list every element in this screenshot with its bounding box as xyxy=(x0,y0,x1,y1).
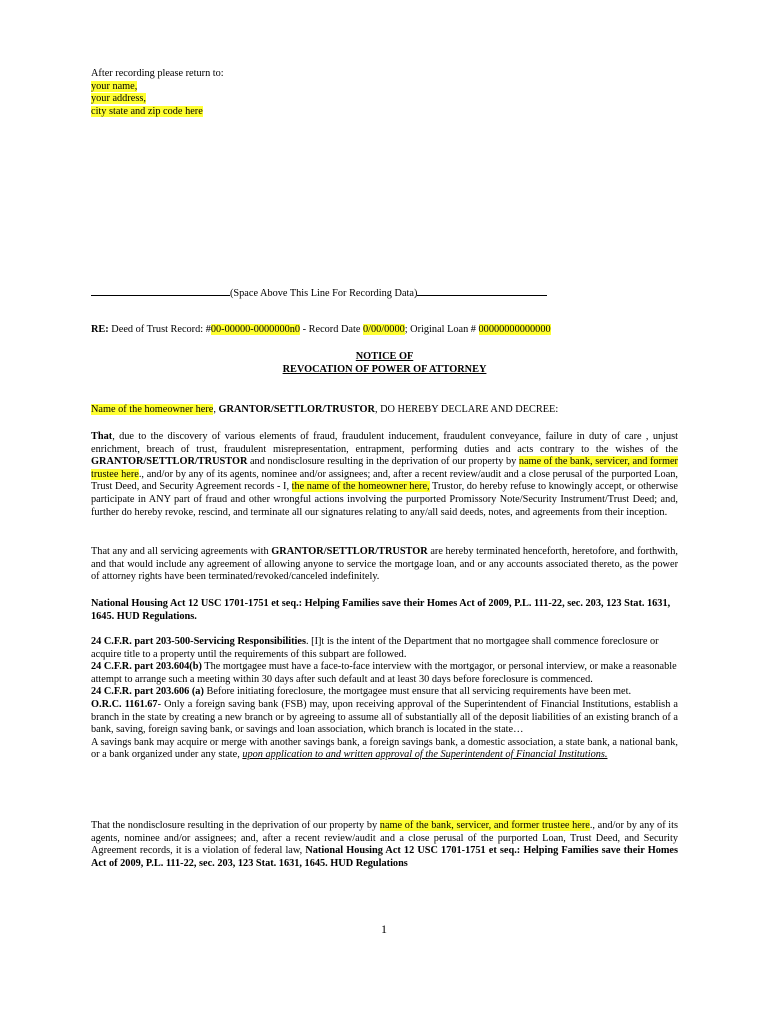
cfr1-head: 24 C.F.R. part 203-500-Servicing Responsibilities xyxy=(91,636,306,647)
return-address: your address, xyxy=(91,93,146,105)
p2-party: GRANTOR/SETTLOR/TRUSTOR xyxy=(271,546,428,557)
p2-text-2: are hereby terminated henceforth, heretofore, and forthwith, and that would include any agreement of allowing anyone to service the mortgage loan, and or any accounts associated thereto, as the power of attorney rights have been terminated/revoked/canceled indefinitely. xyxy=(91,546,678,583)
paragraph-housing-act: National Housing Act 12 USC 1701-1751 et seq.: Helping Families save their Homes Act of 2009, P.L. 111-22, sec. 203, 123 Stat. 1631, 1645. HUD Regulations. xyxy=(91,598,671,622)
p1-that: That xyxy=(91,431,113,442)
cfr2-text: The mortgagee must have a face-to-face interview with the mortgagor, or personal interview, or make a reasonable attempt to arrange such a meeting within 30 days after such default and at least 30 days before foreclosure is commenced. xyxy=(91,661,677,685)
p1-party: GRANTOR/SETTLOR/TRUSTOR xyxy=(91,456,248,468)
re-label: RE: xyxy=(91,324,109,335)
loan-number: 00000000000000 xyxy=(478,324,551,335)
return-city: city state and zip code here xyxy=(91,105,203,117)
merge-text: A savings bank may acquire or merge with another savings bank, a foreign savings bank, a domestic association, a state bank, a national bank, or a bank organized under any state, xyxy=(91,736,678,761)
p1-text-3: ., and/or by any of its agents, nominee and/or assignees; and, after a recent review/audit and a close perusal of the purported Loan, Trust Deed, and Security Agreement records - I, xyxy=(91,468,678,493)
title-line-2: REVOCATION OF POWER OF ATTORNEY xyxy=(282,363,487,375)
p1-text-4: Trustor, do hereby refuse to knowingly accept, or otherwise participate in ANY part of fraud and other wrongful actions involving the purported Promissory Note/Security Instrument/Trust Deed; and, further do hereby revoke, rescind, and terminate all our signatures relating to any/all said deeds, notes, and agreements from their inception. xyxy=(91,481,679,518)
paragraph-regulations xyxy=(91,636,678,762)
cfr3-head: 24 C.F.R. part 203.606 (a) xyxy=(91,686,204,698)
return-address-block xyxy=(91,68,678,118)
cfr3-text: Before initiating foreclosure, the mortgagee must ensure that all servicing requirements have been met. xyxy=(203,686,632,698)
recording-label: (Space Above This Line For Recording Data) xyxy=(230,288,418,299)
recording-divider xyxy=(91,286,678,301)
paragraph-violation xyxy=(91,820,678,870)
paragraph-that xyxy=(91,431,678,519)
return-name: your name, xyxy=(91,80,138,92)
orc-head: O.R.C. 1161.67 xyxy=(91,698,158,710)
date-text: - Record Date xyxy=(300,324,363,335)
p1-text-2: and nondisclosure resulting in the deprivation of our property by xyxy=(247,456,519,468)
p1-homeowner: the name of the homeowner here, xyxy=(291,481,430,493)
p5-bold: National Housing Act 12 USC 1701-1751 et seq.: Helping Families save their Homes Act of 2009, P.L. 111-22, sec. 203, 123 Stat. 1631, 1645. HUD Regulations xyxy=(91,845,679,869)
p1-text-1: , due to the discovery of various elements of fraud, fraudulent inducement, fraudulent conveyance, failure in duty of care , unjust enrichment, breach of trust, fraudulent misrepresentation, entrapment, performing duties and acts contrary to the wishes of the xyxy=(91,431,678,455)
p1-bank: name of the bank, servicer, and former trustee here xyxy=(91,456,678,480)
cfr2-head: 24 C.F.R. part 203.604(b) xyxy=(91,661,202,673)
p2-text-1: That any and all servicing agreements with xyxy=(91,546,272,557)
recording-rule-right xyxy=(417,286,547,296)
p5-text-2: ., and/or by any of its agents, nominee and/or assignees; and, after a recent review/audit and a close perusal of the purported Loan, Trust Deed, and Security Agreement records, it is a violation of federal law, xyxy=(91,820,678,857)
recording-rule-left xyxy=(91,286,230,296)
declare-party: GRANTOR/SETTLOR/TRUSTOR xyxy=(215,404,375,415)
loan-text: ; Original Loan # xyxy=(404,324,479,335)
deed-number: 00-00000-0000000n0 xyxy=(210,324,301,335)
document-title xyxy=(91,351,678,376)
declare-homeowner: Name of the homeowner here xyxy=(91,404,214,415)
declare-rest: , DO HEREBY DECLARE AND DECREE: xyxy=(374,404,559,415)
page-number: 1 xyxy=(381,922,387,936)
re-line xyxy=(91,324,678,337)
return-label: After recording please return to: xyxy=(91,68,224,79)
declare-comma: , xyxy=(213,404,216,415)
paragraph-servicing xyxy=(91,546,678,584)
title-line-1: NOTICE OF xyxy=(355,351,414,362)
p5-bank: name of the bank, servicer, and former trustee here xyxy=(379,820,590,831)
merge-emphasis: upon application to and written approval of the Superintendent of Financial Institutions. xyxy=(242,749,608,761)
declaration-line xyxy=(91,404,678,417)
p5-text-1: That the nondisclosure resulting in the deprivation of our property by xyxy=(91,820,380,831)
deed-text: Deed of Trust Record: # xyxy=(108,324,211,335)
orc-text: - Only a foreign saving bank (FSB) may, upon receiving approval of the Superintendent of Financial Institutions, establish a branch in the state by creating a new branch or by agreeing to assume all of substantially all of the deposit liabilities of an existing branch of a bank, saving, foreign saving bank, or savings and loan association, which branch is located in the state… xyxy=(91,698,678,736)
cfr1-text: . [I]t is the intent of the Department that no mortgagee shall commence foreclosure or acquire title to a property until the requirements of this subpart are followed. xyxy=(91,636,659,660)
record-date: 0/00/0000 xyxy=(362,324,405,335)
